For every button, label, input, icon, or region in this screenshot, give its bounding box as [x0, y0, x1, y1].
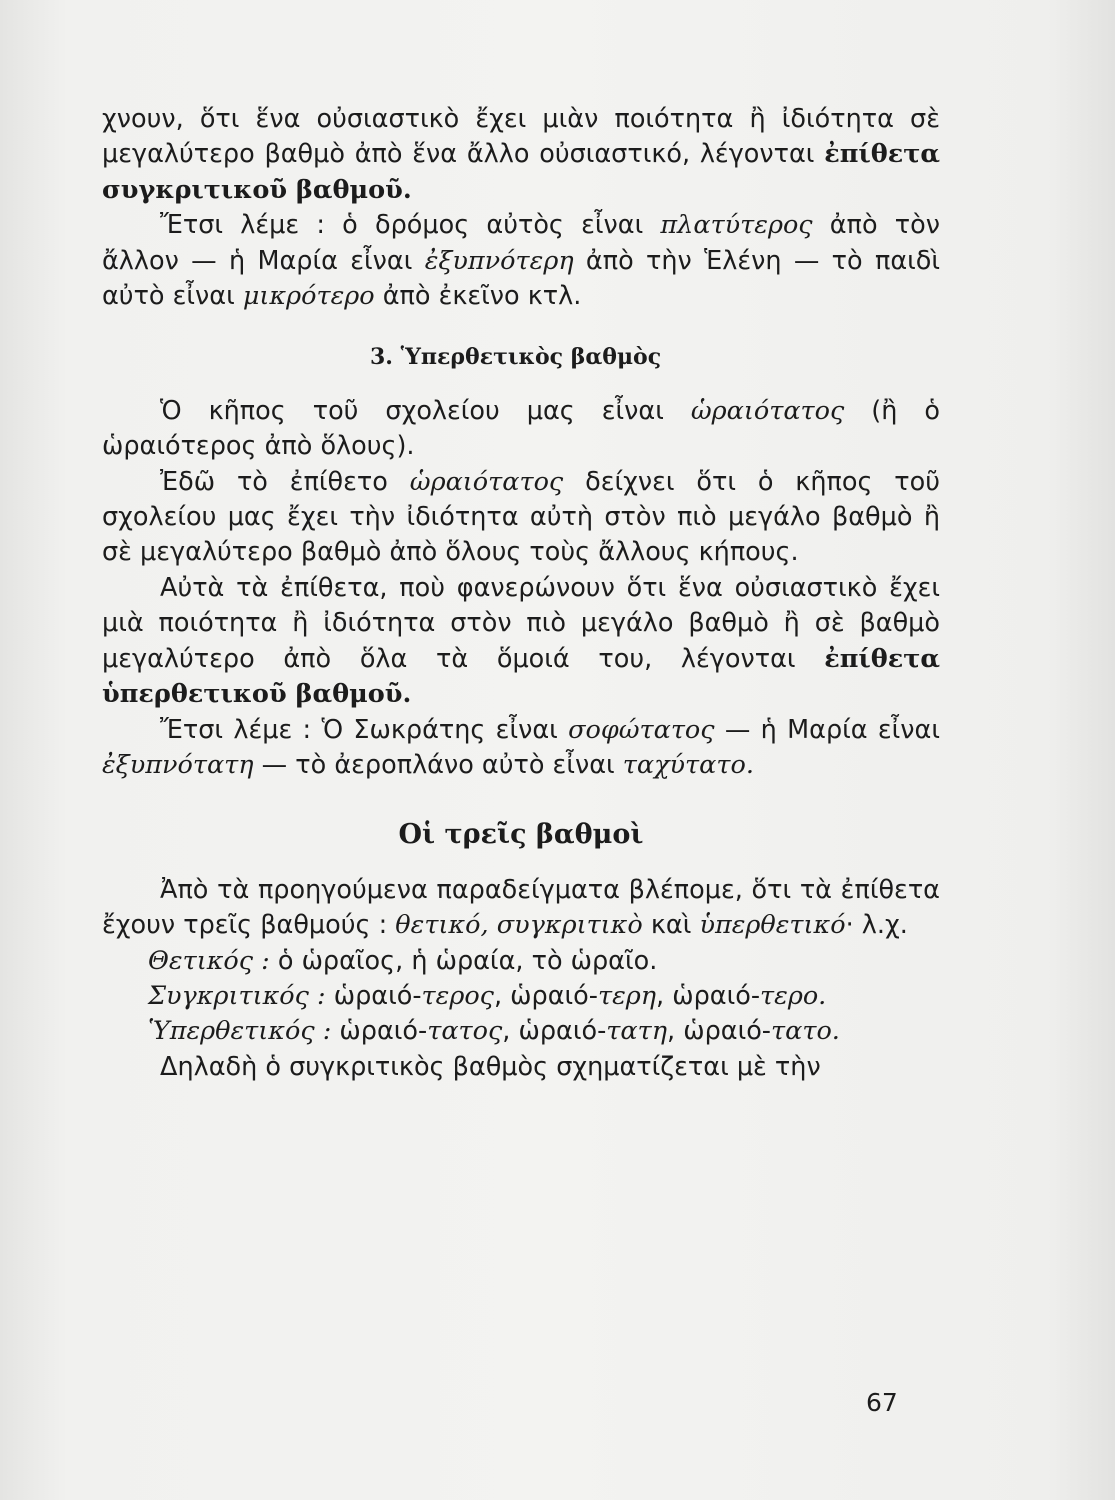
paragraph-superlative-definition: Αὐτὰ τὰ ἐπίθετα, ποὺ φανερώνουν ὅτι ἕνα οὐσιαστικὸ ἔχει μιὰ ποιότητα ἢ ἰδιότητα στὸν πιὸ μεγάλο βαθμὸ ἢ σὲ βαθμὸ μεγαλύτερο ἀπὸ ὅλα τὰ ὅμοιά του, λέγονται ἐπίθετα ὑπερθετικοῦ βαθμοῦ.: [102, 572, 940, 710]
example-comparative: Συγκριτικός : ὡραιό-τερος, ὡραιό-τερη, ὡραιό-τερο.: [148, 980, 827, 1011]
paragraph-superlative-examples: Ἔτσι λέμε : Ὁ Σωκράτης εἶναι σοφώτατος — ἡ Μαρία εἶναι ἐξυπνότατη — τὸ ἀεροπλάνο αὐτὸ εἶναι ταχύτατο.: [102, 714, 940, 780]
example-superlative: Ὑπερθετικός : ὡραιό-τατος, ὡραιό-τατη, ὡραιό-τατο.: [148, 1016, 840, 1047]
paragraph-three-degrees: Ἀπὸ τὰ προηγούμενα παραδείγματα βλέπομε, ὅτι τὰ ἐπίθετα ἔχουν τρεῖς βαθμούς : θετικό, συγκριτικὸ καὶ ὑπερθετικό· λ.χ.: [102, 874, 940, 941]
degree-examples: [102, 944, 940, 1050]
paragraph-comparative-examples: Ἔτσι λέμε : ὁ δρόμος αὐτὸς εἶναι πλατύτερος ἀπὸ τὸν ἄλλον — ἡ Μαρία εἶναι ἐξυπνότερη ἀπὸ τὴν Ἑλένη — τὸ παιδὶ αὐτὸ εἶναι μικρότερο ἀπὸ ἐκεῖνο κτλ.: [102, 210, 940, 312]
term-superlative: ἐπίθετα ὑπερθετικοῦ βαθμοῦ.: [102, 643, 940, 710]
page-number: 67: [866, 1388, 898, 1417]
section-heading-three-degrees: Οἱ τρεῖς βαθμοὶ: [398, 819, 644, 851]
example-positive: Θετικός : ὁ ὡραῖος, ἡ ὡραία, τὸ ὡραῖο.: [148, 945, 658, 976]
paragraph-comparative-formation: Δηλαδὴ ὁ συγκριτικὸς βαθμὸς σχηματίζεται μὲ τὴν: [160, 1051, 821, 1082]
paragraph-garden-example: Ὁ κῆπος τοῦ σχολείου μας εἶναι ὡραιότατος (ἢ ὁ ὡραιότερος ἀπὸ ὅλους).: [102, 395, 940, 462]
paragraph-garden-explanation: Ἐδῶ τὸ ἐπίθετο ὡραιότατος δείχνει ὅτι ὁ κῆπος τοῦ σχολείου μας ἔχει τὴν ἰδιότητα αὐτὴ στὸν πιὸ μεγάλο βαθμὸ ἢ σὲ μεγαλύτερο βαθμὸ ἀπὸ ὅλους τοὺς ἄλλους κήπους.: [102, 466, 940, 568]
term-comparative: ἐπίθετα συγκριτικοῦ βαθμοῦ.: [102, 139, 940, 205]
section-heading-superlative: 3. Ὑπερθετικὸς βαθμὸς: [370, 344, 662, 371]
page-body: [102, 102, 940, 1085]
paragraph-comparative-definition: χνουν, ὅτι ἕνα οὐσιαστικὸ ἔχει μιὰν ποιότητα ἢ ἰδιότητα σὲ μεγαλύτερο βαθμὸ ἀπὸ ἕνα ἄλλο οὐσιαστικό, λέγονται ἐπίθετα συγκριτικοῦ βαθμοῦ.: [102, 104, 940, 205]
